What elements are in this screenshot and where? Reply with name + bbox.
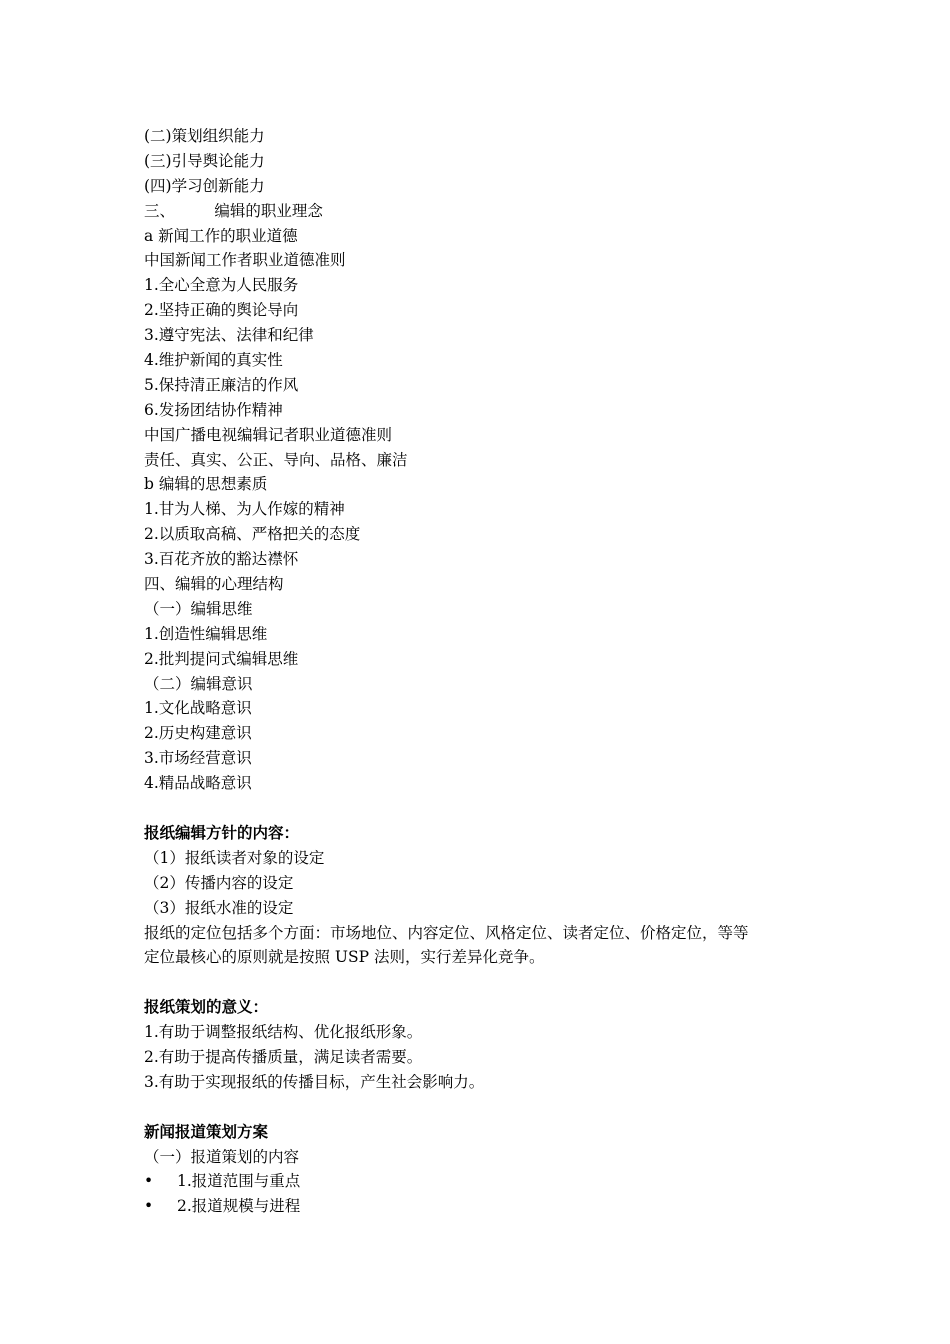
list-item: （2）传播内容的设定	[144, 873, 294, 892]
bullet-item	[144, 1169, 824, 1194]
text-line: 责任、真实、公正、导向、品格、廉洁	[144, 450, 408, 469]
section-editing-policy	[144, 821, 824, 970]
bullet-text: 2.报道规模与进程	[177, 1197, 301, 1216]
spacer	[144, 796, 824, 821]
section-heading: 三、 编辑的职业理念	[144, 201, 323, 220]
list-item: 6.发扬团结协作精神	[144, 400, 283, 419]
text-line: (三)引导舆论能力	[144, 151, 265, 170]
text-line: (二)策划组织能力	[144, 127, 265, 145]
text-line: a 新闻工作的职业道德	[144, 226, 298, 245]
text-line: b 编辑的思想素质	[144, 475, 268, 494]
bold-heading: 新闻报道策划方案	[144, 1121, 269, 1141]
list-item: 2.批判提问式编辑思维	[144, 649, 299, 668]
list-item: （1）报纸读者对象的设定	[144, 848, 325, 867]
spacer	[144, 1095, 824, 1120]
list-item: 1.甘为人梯、为人作嫁的精神	[144, 500, 345, 519]
list-item: 1.有助于调整报纸结构、优化报纸形象。	[144, 1023, 423, 1042]
section-planning-significance	[144, 995, 824, 1095]
subsection-heading: （一）报道策划的内容	[144, 1147, 300, 1166]
spacer	[144, 970, 824, 995]
list-item: 4.精品战略意识	[144, 774, 252, 793]
bold-heading: 报纸策划的意义：	[144, 997, 269, 1017]
list-item: 3.百花齐放的豁达襟怀	[144, 550, 299, 569]
paragraph-line: 定位最核心的原则就是按照 USP 法则，实行差异化竞争。	[144, 948, 545, 967]
list-item: 1.文化战略意识	[144, 699, 252, 718]
text-line: 中国新闻工作者职业道德准则	[144, 251, 346, 270]
list-item: 3.有助于实现报纸的传播目标，产生社会影响力。	[144, 1072, 485, 1091]
list-item: 2.有助于提高传播质量，满足读者需要。	[144, 1047, 423, 1066]
list-item: 5.保持清正廉洁的作风	[144, 375, 299, 394]
subsection-heading: （二）编辑意识	[144, 674, 253, 693]
paragraph-line: 报纸的定位包括多个方面：市场地位、内容定位、风格定位、读者定位、价格定位，等等	[144, 923, 749, 942]
list-item: 1.全心全意为人民服务	[144, 276, 299, 295]
section-heading: 四、编辑的心理结构	[144, 575, 284, 594]
bullet-icon: •	[144, 1172, 154, 1191]
list-item: 3.遵守宪法、法律和纪律	[144, 326, 314, 345]
list-item: 3.市场经营意识	[144, 749, 252, 768]
list-item: 1.创造性编辑思维	[144, 624, 268, 643]
list-item: 2.坚持正确的舆论导向	[144, 301, 299, 320]
bullet-text: 1.报道范围与重点	[177, 1172, 301, 1191]
list-item: 4.维护新闻的真实性	[144, 351, 283, 370]
list-item: 2.历史构建意识	[144, 724, 252, 743]
text-line: (四)学习创新能力	[144, 176, 265, 195]
subsection-heading: （一）编辑思维	[144, 599, 253, 618]
document-page	[144, 124, 824, 1219]
list-item: （3）报纸水准的设定	[144, 898, 294, 917]
bullet-item	[144, 1194, 824, 1219]
section-editor-abilities	[144, 124, 824, 796]
section-report-plan	[144, 1120, 824, 1220]
bullet-icon: •	[144, 1197, 154, 1216]
text-line: 中国广播电视编辑记者职业道德准则	[144, 425, 393, 444]
bold-heading: 报纸编辑方针的内容：	[144, 822, 300, 842]
list-item: 2.以质取高稿、严格把关的态度	[144, 525, 361, 544]
